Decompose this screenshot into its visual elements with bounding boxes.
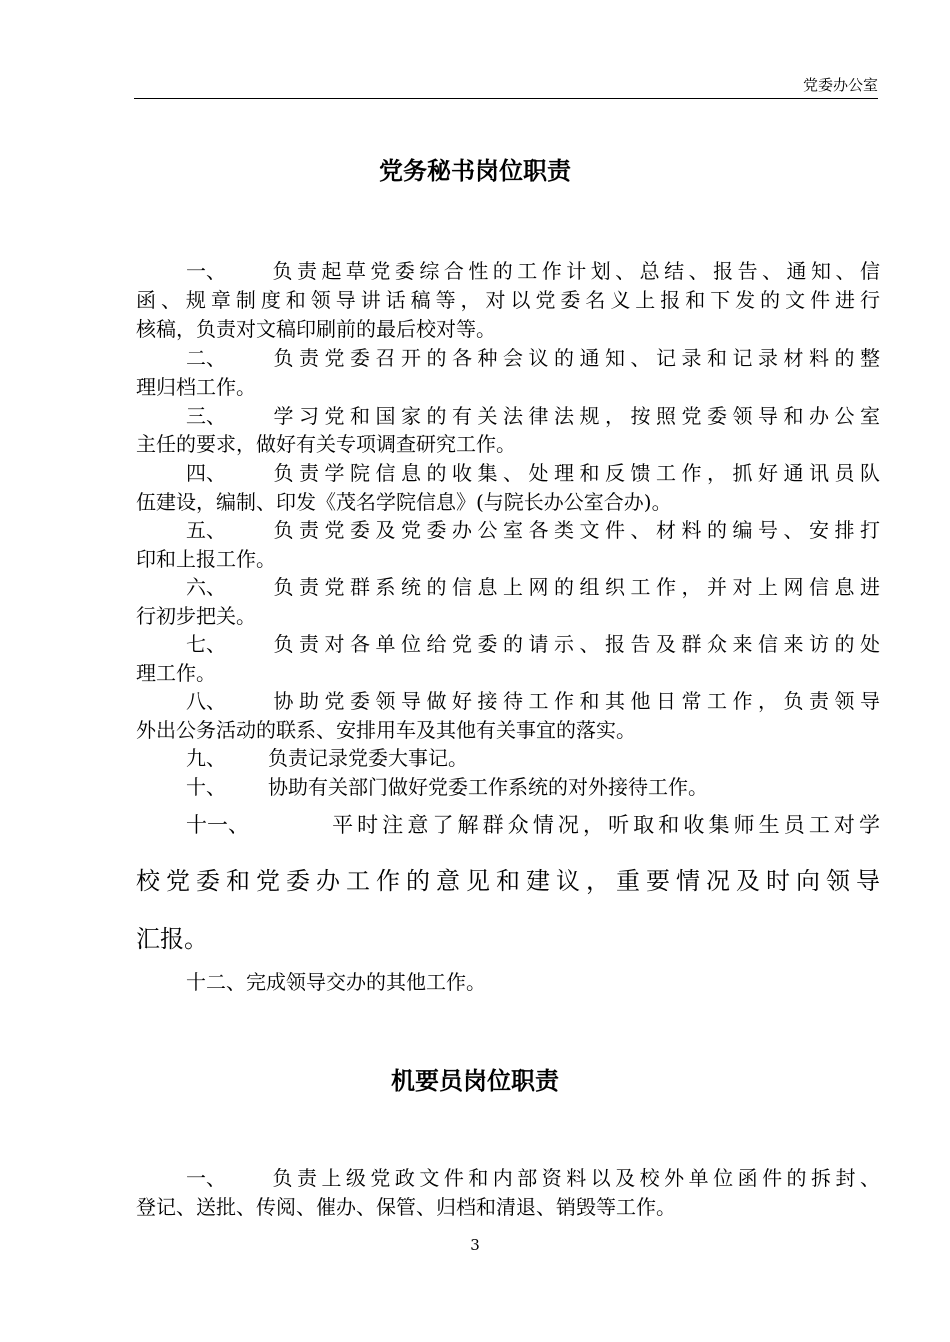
item-number: 一、 [186,1166,226,1190]
item-text-line: 校党委和党委办工作的意见和建议，重要情况及时向领导 [136,867,880,895]
item-text-line: 平时注意了解群众情况，听取和收集师生员工对学 [328,813,880,837]
item-text-line: 负责学院信息的收集、处理和反馈工作，抓好通讯员队 [268,461,880,485]
item-number: 四、 [186,461,226,485]
list-item [186,259,880,283]
item-text-line: 负责对各单位给党委的请示、报告及群众来信来访的处 [268,632,880,656]
item-text-line: 印和上报工作。 [136,547,276,571]
item-text-line: 登记、送批、传阅、催办、保管、归档和清退、销毁等工作。 [136,1195,676,1219]
item-text-line: 负责上级党政文件和内部资料以及校外单位函件的拆封、 [268,1166,880,1190]
item-number: 三、 [186,404,226,428]
item-text-line: 汇报。 [136,925,208,953]
page-header [134,74,878,99]
list-item [186,575,880,599]
item-number: 二、 [186,346,226,370]
item-text-line: 外出公务活动的联系、安排用车及其他有关事宜的落实。 [136,718,636,742]
list-item [186,813,880,837]
item-text-line: 负责党委及党委办公室各类文件、材料的编号、安排打 [268,518,880,542]
item-number: 五、 [186,518,226,542]
list-item [186,689,880,713]
item-number: 十一、 [186,813,249,837]
item-text-line: 学习党和国家的有关法律法规，按照党委领导和办公室 [268,404,880,428]
item-number: 十、 [186,775,226,799]
list-item [186,970,880,994]
item-number: 六、 [186,575,226,599]
item-number: 九、 [186,746,226,770]
item-number: 七、 [186,632,226,656]
item-text-line: 主任的要求，做好有关专项调查研究工作。 [136,432,516,456]
item-text-line: 负责党群系统的信息上网的组织工作，并对上网信息进 [268,575,880,599]
item-text-line: 负责记录党委大事记。 [268,746,468,770]
list-item [186,1166,880,1190]
list-item [186,746,880,770]
item-text-line: 行初步把关。 [136,604,256,628]
list-item [186,461,880,485]
item-number: 十二、 [186,970,246,994]
item-text-line: 伍建设，编制、印发《茂名学院信息》(与院长办公室合办)。 [136,490,672,514]
page-number: 3 [470,1236,480,1254]
list-item [186,346,880,370]
item-text-line: 理归档工作。 [136,375,256,399]
item-text-line: 负责起草党委综合性的工作计划、总结、报告、通知、信 [268,259,880,283]
list-item [186,518,880,542]
item-text-line: 理工作。 [136,661,216,685]
section-title-party-secretary: 党务秘书岗位职责 [379,157,571,185]
item-number: 八、 [186,689,226,713]
list-item [186,632,880,656]
item-text-line: 完成领导交办的其他工作。 [246,970,486,994]
header-department: 党委办公室 [802,76,878,94]
list-item [186,404,880,428]
item-text-line: 负责党委召开的各种会议的通知、记录和记录材料的整 [268,346,880,370]
list-item [186,775,880,799]
item-text-line: 协助党委领导做好接待工作和其他日常工作，负责领导 [268,689,880,713]
item-text-line: 函、规章制度和领导讲话稿等，对以党委名义上报和下发的文件进行 [136,288,880,312]
item-text-line: 协助有关部门做好党委工作系统的对外接待工作。 [268,775,708,799]
section-title-confidential-clerk: 机要员岗位职责 [391,1067,559,1095]
item-number: 一、 [186,259,226,283]
item-text-line: 核稿，负责对文稿印刷前的最后校对等。 [136,317,496,341]
